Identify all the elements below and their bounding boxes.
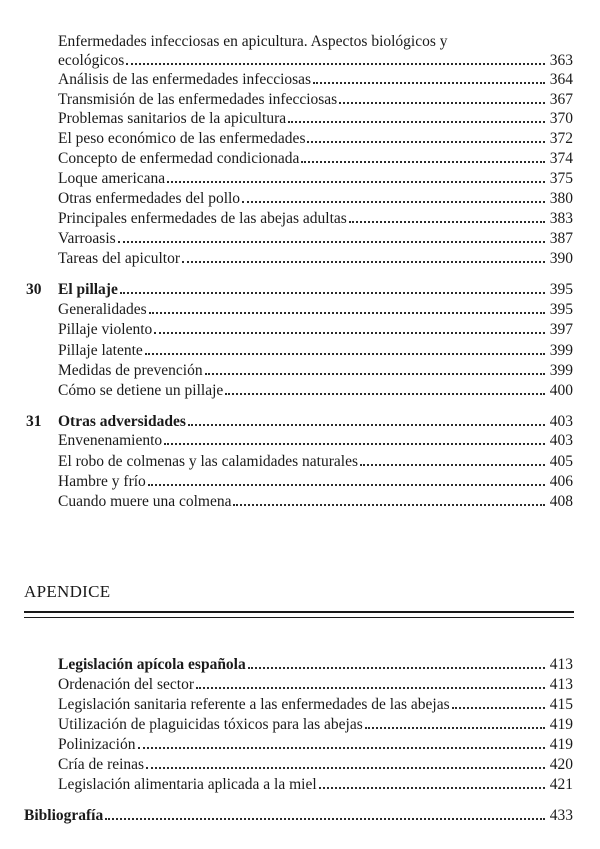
dot-leader [349, 220, 545, 223]
toc-entry [58, 229, 573, 248]
dot-leader [154, 331, 545, 334]
dot-leader [288, 120, 545, 123]
dot-leader [242, 200, 545, 203]
toc-entry-page: 395 [549, 301, 573, 318]
toc-entry [58, 492, 573, 511]
toc-entry [58, 169, 573, 188]
appendix-title: APENDICE [24, 582, 111, 601]
chapter-number: 31 [26, 413, 42, 430]
dot-leader [105, 817, 545, 820]
toc-entry-page: 406 [549, 473, 573, 490]
dot-leader [167, 180, 545, 183]
toc-entry-label: Principales enfermedades de las abejas adultas [58, 210, 347, 227]
toc-entry [58, 675, 573, 694]
toc-entry-label: Otras enfermedades del pollo [58, 190, 241, 207]
toc-entry [58, 249, 573, 268]
dot-leader [339, 101, 545, 104]
dot-leader [319, 786, 545, 789]
toc-entry-page: 421 [549, 776, 573, 793]
dot-leader [148, 483, 545, 486]
toc-entry [58, 755, 573, 774]
dot-leader [360, 463, 545, 466]
toc-entry-label: El robo de colmenas y las calamidades naturales [58, 453, 358, 470]
divider [24, 617, 574, 618]
dot-leader [248, 666, 545, 669]
toc-entry-page: 399 [549, 362, 573, 379]
toc-entry-page: 400 [549, 382, 573, 399]
dot-leader [120, 291, 545, 294]
toc-entry [58, 715, 573, 734]
dot-leader [188, 423, 545, 426]
toc-entry-page: 364 [549, 71, 573, 88]
toc-entry [58, 209, 573, 228]
chapter-heading [26, 412, 573, 431]
toc-entry-page: 408 [549, 493, 573, 510]
dot-leader [126, 62, 545, 65]
chapter-title: El pillaje [58, 281, 118, 298]
toc-entry [58, 361, 573, 380]
toc-entry-label: Generalidades [58, 301, 147, 318]
dot-leader [365, 726, 545, 729]
toc-entry [58, 90, 573, 109]
toc-entry-label: Cuando muere una colmena [58, 493, 232, 510]
toc-entry-page: 433 [549, 807, 573, 824]
toc-entry [58, 381, 573, 400]
dot-leader [149, 311, 545, 314]
toc-entry-page: 374 [549, 150, 573, 167]
chapter-heading [26, 280, 573, 299]
toc-entry-page: 420 [549, 756, 573, 773]
dot-leader [145, 352, 545, 355]
toc-entry-page: 375 [549, 170, 573, 187]
toc-entry [58, 735, 573, 754]
toc-entry-label: ecológicos [58, 52, 125, 69]
toc-entry [58, 129, 573, 148]
toc-entry [58, 109, 573, 128]
toc-entry-page: 370 [549, 110, 573, 127]
divider [24, 611, 574, 613]
toc-entry-label: Cría de reinas [58, 756, 145, 773]
toc-entry-page: 413 [549, 656, 573, 673]
toc-entry [58, 431, 573, 450]
toc-entry-page: 387 [549, 230, 573, 247]
toc-entry-page: 415 [549, 696, 573, 713]
toc-entry-label: Medidas de prevención [58, 362, 203, 379]
toc-entry-label: Hambre y frío [58, 473, 146, 490]
dot-leader [307, 140, 545, 143]
toc-entry [58, 189, 573, 208]
toc-entry-label: Utilización de plaguicidas tóxicos para las abejas [58, 716, 363, 733]
toc-entry-label: Transmisión de las enfermedades infecciosas [58, 91, 338, 108]
toc-entry-label: Loque americana [58, 170, 166, 187]
toc-entry-line: Enfermedades infecciosas en apicultura. Aspectos biológicos y [58, 33, 448, 50]
toc-entry-label: Legislación alimentaria aplicada a la miel [58, 776, 317, 793]
toc-entry-label: Análisis de las enfermedades infecciosas [58, 71, 312, 88]
dot-leader [196, 686, 545, 689]
toc-entry [58, 300, 573, 319]
toc-entry-label: Concepto de enfermedad condicionada [58, 150, 300, 167]
toc-entry-label: Problemas sanitarios de la apicultura [58, 110, 287, 127]
toc-entry [58, 51, 573, 70]
dot-leader [225, 392, 545, 395]
chapter-number: 30 [26, 281, 42, 298]
toc-entry-label: Varroasis [58, 230, 116, 247]
toc-entry-page: 390 [549, 250, 573, 267]
toc-entry-page: 399 [549, 342, 573, 359]
chapter-page: 403 [549, 413, 573, 430]
toc-entry-page: 413 [549, 676, 573, 693]
toc-entry-label: Ordenación del sector [58, 676, 194, 693]
toc-entry [58, 70, 573, 89]
dot-leader [452, 706, 545, 709]
toc-entry-page: 419 [549, 716, 573, 733]
toc-entry-page: 367 [549, 91, 573, 108]
toc-entry [24, 806, 573, 825]
dot-leader [301, 160, 545, 163]
dot-leader [138, 746, 546, 749]
toc-entry-label: Polinización [58, 736, 136, 753]
toc-entry-page: 419 [549, 736, 573, 753]
toc-entry [58, 695, 573, 714]
dot-leader [313, 81, 545, 84]
toc-entry [58, 149, 573, 168]
toc-entry-page: 380 [549, 190, 573, 207]
toc-entry-label: El peso económico de las enfermedades [58, 130, 306, 147]
chapter-page: 395 [549, 281, 573, 298]
toc-entry-page: 397 [549, 321, 573, 338]
toc-entry-page: 372 [549, 130, 573, 147]
toc-entry [58, 472, 573, 491]
toc-entry [58, 655, 573, 674]
toc-entry [58, 320, 573, 339]
toc-entry-page: 405 [549, 453, 573, 470]
toc-entry-page: 363 [549, 52, 573, 69]
dot-leader [182, 260, 545, 263]
dot-leader [146, 766, 545, 769]
toc-entry [58, 452, 573, 471]
toc-entry [58, 775, 573, 794]
toc-entry-page: 403 [549, 432, 573, 449]
appendix-main-title: Legislación apícola española [58, 656, 246, 673]
toc-entry-label: Legislación sanitaria referente a las enfermedades de las abejas [58, 696, 450, 713]
dot-leader [118, 240, 545, 243]
toc-entry-page: 383 [549, 210, 573, 227]
toc-entry-label: Pillaje latente [58, 342, 143, 359]
toc-entry-label: Pillaje violento [58, 321, 153, 338]
dot-leader [164, 442, 545, 445]
toc-entry-label: Cómo se detiene un pillaje [58, 382, 224, 399]
toc-entry-label: Tareas del apicultor [58, 250, 180, 267]
toc-entry-label: Envenenamiento [58, 432, 163, 449]
toc-entry [58, 341, 573, 360]
bibliography-label: Bibliografía [24, 807, 104, 824]
dot-leader [233, 503, 545, 506]
chapter-title: Otras adversidades [58, 413, 186, 430]
dot-leader [205, 372, 545, 375]
